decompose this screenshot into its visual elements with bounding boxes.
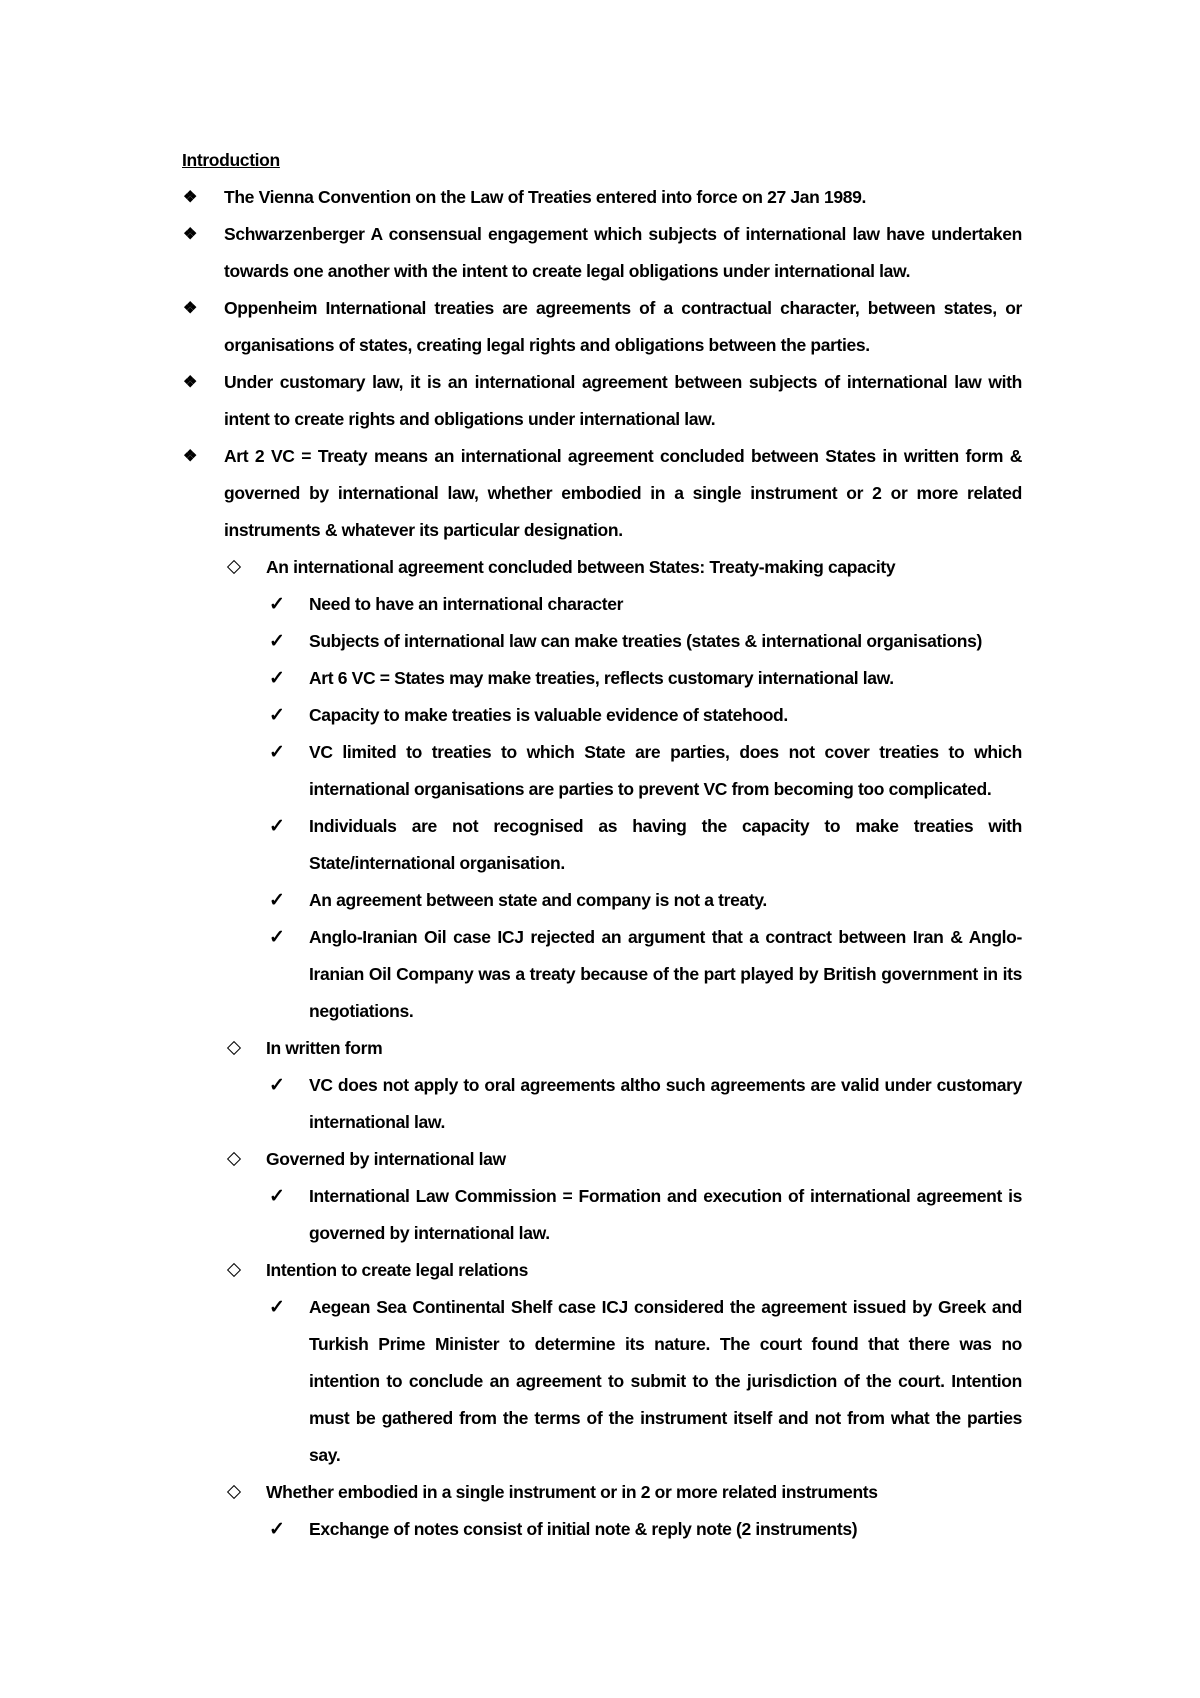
list-item <box>182 216 1022 290</box>
diamond-outline-bullet-icon <box>227 1252 239 1289</box>
list-item-text: Exchange of notes consist of initial note & reply note (2 instruments) <box>309 1519 858 1539</box>
checkmark-bullet-icon: ✓ <box>269 1186 285 1207</box>
list-item <box>182 697 1022 734</box>
list-item <box>182 1474 1022 1511</box>
list-item <box>182 919 1022 1030</box>
list-item <box>182 1289 1022 1474</box>
four-diamond-bullet-icon: ❖ <box>183 374 197 391</box>
diamond-outline-bullet-icon <box>227 1030 239 1067</box>
four-diamond-bullet-icon: ❖ <box>183 226 197 243</box>
list-item-text: The Vienna Convention on the Law of Treaties entered into force on 27 Jan 1989. <box>224 187 867 207</box>
document-body <box>182 142 1022 1548</box>
checkmark-bullet-icon: ✓ <box>269 816 285 837</box>
list-item <box>182 364 1022 438</box>
checkmark-bullet-icon: ✓ <box>269 890 285 911</box>
list-item-text: An international agreement concluded between States: Treaty-making capacity <box>266 557 896 577</box>
list-item-text: Intention to create legal relations <box>266 1260 528 1280</box>
list-item-text: Subjects of international law can make treaties (states & international organisations) <box>309 631 982 651</box>
list-item <box>182 290 1022 364</box>
list-item <box>182 438 1022 549</box>
section-heading: Introduction <box>182 150 280 170</box>
checkmark-bullet-icon: ✓ <box>269 1519 285 1540</box>
list-item <box>182 808 1022 882</box>
checkmark-bullet-icon: ✓ <box>269 594 285 615</box>
checkmark-bullet-icon: ✓ <box>269 742 285 763</box>
list-item <box>182 179 1022 216</box>
list-item <box>182 1067 1022 1141</box>
checkmark-bullet-icon: ✓ <box>269 1075 285 1096</box>
list-item-text: Capacity to make treaties is valuable evidence of statehood. <box>309 705 788 725</box>
list-item-text: Oppenheim International treaties are agreements of a contractual character, between states, or organisations of states, creating legal rights and obligations between the parties. <box>224 298 1022 355</box>
checkmark-bullet-icon: ✓ <box>269 631 285 652</box>
list-item <box>182 660 1022 697</box>
list-item <box>182 1511 1022 1548</box>
list-item-text: Aegean Sea Continental Shelf case ICJ considered the agreement issued by Greek and Turkish Prime Minister to determine its nature. The court found that there was no intention to conclude an agreement to submit to the jurisdiction of the court. Intention must be gathered from the terms of the instrument itself and not from what the parties say. <box>309 1297 1022 1465</box>
diamond-outline-bullet-icon <box>227 1474 239 1511</box>
checkmark-bullet-icon: ✓ <box>269 927 285 948</box>
list-item-text: Under customary law, it is an international agreement between subjects of international law with intent to create rights and obligations under international law. <box>224 372 1022 429</box>
list-item-text: Governed by international law <box>266 1149 506 1169</box>
list-item-text: Individuals are not recognised as having the capacity to make treaties with State/international organisation. <box>309 816 1022 873</box>
diamond-outline-bullet-icon <box>227 549 239 586</box>
list-item <box>182 623 1022 660</box>
list-item <box>182 1252 1022 1289</box>
bullet-list <box>182 179 1022 1548</box>
list-item-text: International Law Commission = Formation and execution of international agreement is governed by international law. <box>309 1186 1022 1243</box>
checkmark-bullet-icon: ✓ <box>269 668 285 689</box>
list-item <box>182 1178 1022 1252</box>
list-item <box>182 1030 1022 1067</box>
list-item <box>182 734 1022 808</box>
checkmark-bullet-icon: ✓ <box>269 1297 285 1318</box>
checkmark-bullet-icon: ✓ <box>269 705 285 726</box>
list-item-text: Need to have an international character <box>309 594 624 614</box>
list-item-text: An agreement between state and company is not a treaty. <box>309 890 767 910</box>
list-item-text: Art 6 VC = States may make treaties, reflects customary international law. <box>309 668 894 688</box>
list-item-text: Anglo-Iranian Oil case ICJ rejected an argument that a contract between Iran & Anglo-Iranian Oil Company was a treaty because of the part played by British government in its negotiations. <box>309 927 1022 1021</box>
four-diamond-bullet-icon: ❖ <box>183 189 197 206</box>
list-item <box>182 549 1022 586</box>
diamond-outline-bullet-icon <box>227 1141 239 1178</box>
four-diamond-bullet-icon: ❖ <box>183 448 197 465</box>
list-item-text: Art 2 VC = Treaty means an international agreement concluded between States in written form & governed by international law, whether embodied in a single instrument or 2 or more related instruments & whatever its particular designation. <box>224 446 1022 540</box>
list-item-text: VC limited to treaties to which State are parties, does not cover treaties to which international organisations are parties to prevent VC from becoming too complicated. <box>309 742 1022 799</box>
list-item <box>182 882 1022 919</box>
list-item-text: VC does not apply to oral agreements altho such agreements are valid under customary international law. <box>309 1075 1022 1132</box>
list-item-text: Whether embodied in a single instrument or in 2 or more related instruments <box>266 1482 878 1502</box>
list-item-text: Schwarzenberger A consensual engagement which subjects of international law have undertaken towards one another with the intent to create legal obligations under international law. <box>224 224 1022 281</box>
list-item <box>182 1141 1022 1178</box>
list-item-text: In written form <box>266 1038 383 1058</box>
four-diamond-bullet-icon: ❖ <box>183 300 197 317</box>
list-item <box>182 586 1022 623</box>
